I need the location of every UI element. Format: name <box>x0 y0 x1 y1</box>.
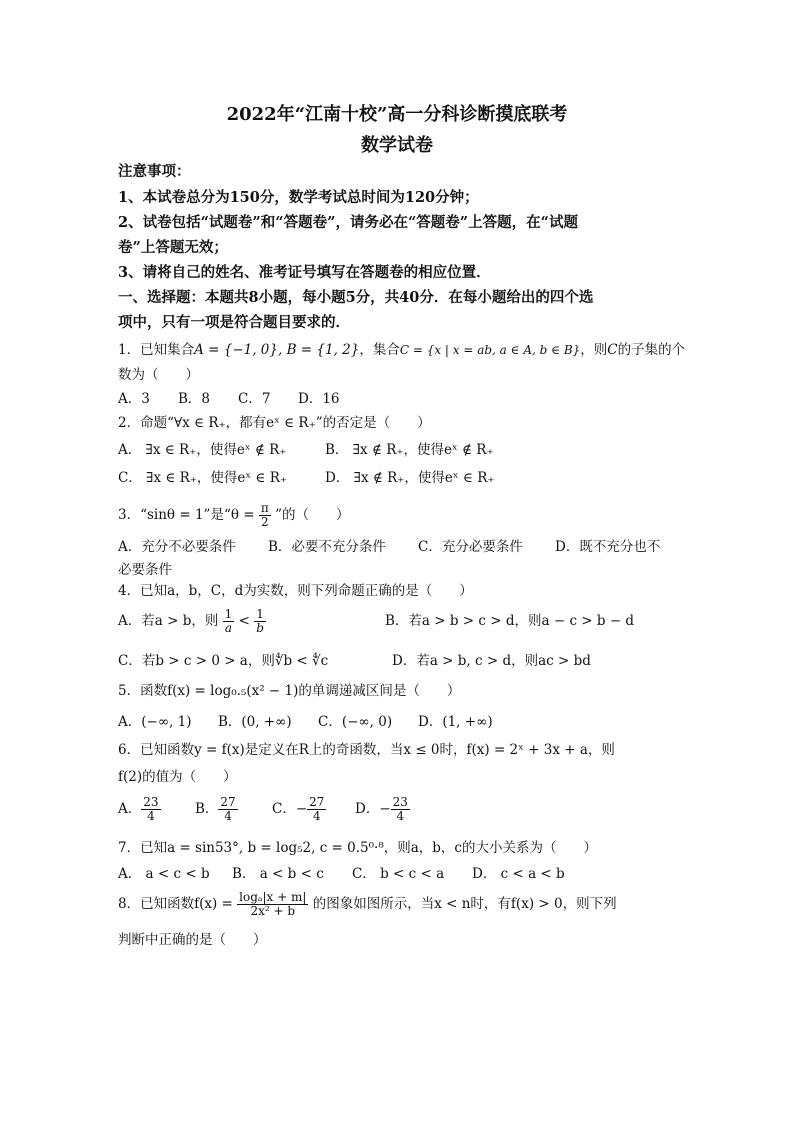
question-5-option-c[interactable]: C．(−∞, 0) <box>318 714 393 730</box>
question-7-option-d[interactable]: D． c < a < b <box>472 866 565 882</box>
pi-over-2-fraction: $\frac{\pi}{2}$ <box>260 501 269 529</box>
question-7-stem: 7．已知a = sin53°, b = log₅2, c = 0.5⁰·⁸，则a，b，c的大小关系为（ ） <box>118 840 597 856</box>
question-4-option-d[interactable]: D．若a > b, c > d，则ac > bd <box>392 653 591 669</box>
question-1-stem-cont: 数为（ ） <box>118 367 199 383</box>
question-1-option-b[interactable]: B．8 <box>178 391 211 407</box>
function-fraction: $\frac{\text{logₐ|x + m|}}{\text{2x² + b}}$ <box>239 890 307 918</box>
question-5-option-d[interactable]: D．(1, +∞) <box>418 714 493 730</box>
question-6-option-a[interactable]: A． $\frac{23}{4}$ <box>118 795 159 823</box>
question-8-stem-cont: 判断中正确的是（ ） <box>118 932 267 948</box>
question-1-option-a[interactable]: A．3 <box>118 391 150 407</box>
question-1-option-d[interactable]: D．16 <box>298 391 340 407</box>
note-item-1: 1、本试卷总分为150分，数学考试总时间为120分钟； <box>118 189 479 206</box>
question-3-option-c[interactable]: C．充分必要条件 <box>418 539 523 555</box>
question-8-stem: 8．已知函数f(x) = $\frac{\text{logₐ|x + m|}}{\text{2x² + b}}$ 的图象如图所示，当x < n时，有f(x) > 0，则下列 <box>118 890 617 918</box>
section-heading-cont: 项中，只有一项是符合题目要求的． <box>118 314 350 331</box>
question-4-stem: 4．已知a，b，C，d为实数，则下列命题正确的是（ ） <box>118 583 473 599</box>
question-6-stem-cont: f(2)的值为（ ） <box>118 769 237 785</box>
question-6-stem: 6．已知函数y = f(x)是定义在R上的奇函数，当x ≤ 0时，f(x) = 2ˣ + 3x + a，则 <box>118 742 615 758</box>
question-1-stem: 1．已知集合A = {−1, 0}, B = {1, 2}，集合C = {x | x = ab, a ∈ A, b ∈ B}，则C的子集的个 <box>118 342 686 358</box>
note-item-2: 2、试卷包括“试题卷”和“答题卷”，请务必在“答题卷”上答题，在“试题 <box>118 214 578 231</box>
question-5-stem: 5．函数f(x) = log₀.₅(x² − 1)的单调递减区间是（ ） <box>118 683 461 699</box>
note-item-3: 3、请将自己的姓名、准考证号填写在答题卷的相应位置． <box>118 264 491 281</box>
question-6-option-b[interactable]: B． $\frac{27}{4}$ <box>195 795 236 823</box>
question-2-option-a[interactable]: A． ∃x ∈ R₊，使得eˣ ∉ R₊ <box>118 442 287 458</box>
question-7-option-b[interactable]: B． a < b < c <box>232 866 324 882</box>
exam-subtitle: 数学试卷 <box>361 135 433 156</box>
question-3-option-d[interactable]: D．既不充分也不 <box>555 539 661 555</box>
question-4-option-b[interactable]: B．若a > b > c > d，则a − c > b − d <box>385 613 635 629</box>
question-3-option-a[interactable]: A．充分不必要条件 <box>118 539 236 555</box>
question-3-option-d-cont: 必要条件 <box>118 562 172 578</box>
question-4-option-c[interactable]: C．若b > c > 0 > a，则∜b < ∜c <box>118 653 329 669</box>
question-3-stem: 3．“sinθ = 1”是“θ = $\frac{\pi}{2}$ ”的（ ） <box>118 501 350 529</box>
question-5-option-a[interactable]: A．(−∞, 1) <box>118 714 192 730</box>
question-4-option-a[interactable]: A．若a > b，则 $\frac{1}{a}$ < $\frac{1}{b}$ <box>118 607 264 635</box>
question-6-option-d[interactable]: D．− $\frac{23}{4}$ <box>355 795 408 823</box>
question-1-option-c[interactable]: C．7 <box>238 391 271 407</box>
section-heading: 一、选择题：本题共8小题，每小题5分，共40分．在每小题给出的四个选 <box>118 289 594 306</box>
question-6-option-c[interactable]: C．− $\frac{27}{4}$ <box>272 795 325 823</box>
notes-heading: 注意事项： <box>118 163 191 180</box>
question-2-option-b[interactable]: B． ∃x ∉ R₊，使得eˣ ∉ R₊ <box>325 442 494 458</box>
question-2-stem: 2．命题“∀x ∈ R₊，都有eˣ ∈ R₊”的否定是（ ） <box>118 415 431 431</box>
exam-title: 2022年“江南十校”高一分科诊断摸底联考 <box>226 104 568 125</box>
note-item-2-cont: 卷”上答题无效； <box>118 239 228 256</box>
question-3-option-b[interactable]: B．必要不充分条件 <box>268 539 386 555</box>
question-7-option-c[interactable]: C． b < c < a <box>352 866 445 882</box>
question-5-option-b[interactable]: B．(0, +∞) <box>218 714 292 730</box>
question-2-option-c[interactable]: C． ∃x ∈ R₊，使得eˣ ∈ R₊ <box>118 470 288 486</box>
question-2-option-d[interactable]: D． ∃x ∉ R₊，使得eˣ ∈ R₊ <box>325 470 495 486</box>
question-7-option-a[interactable]: A． a < c < b <box>118 866 210 882</box>
